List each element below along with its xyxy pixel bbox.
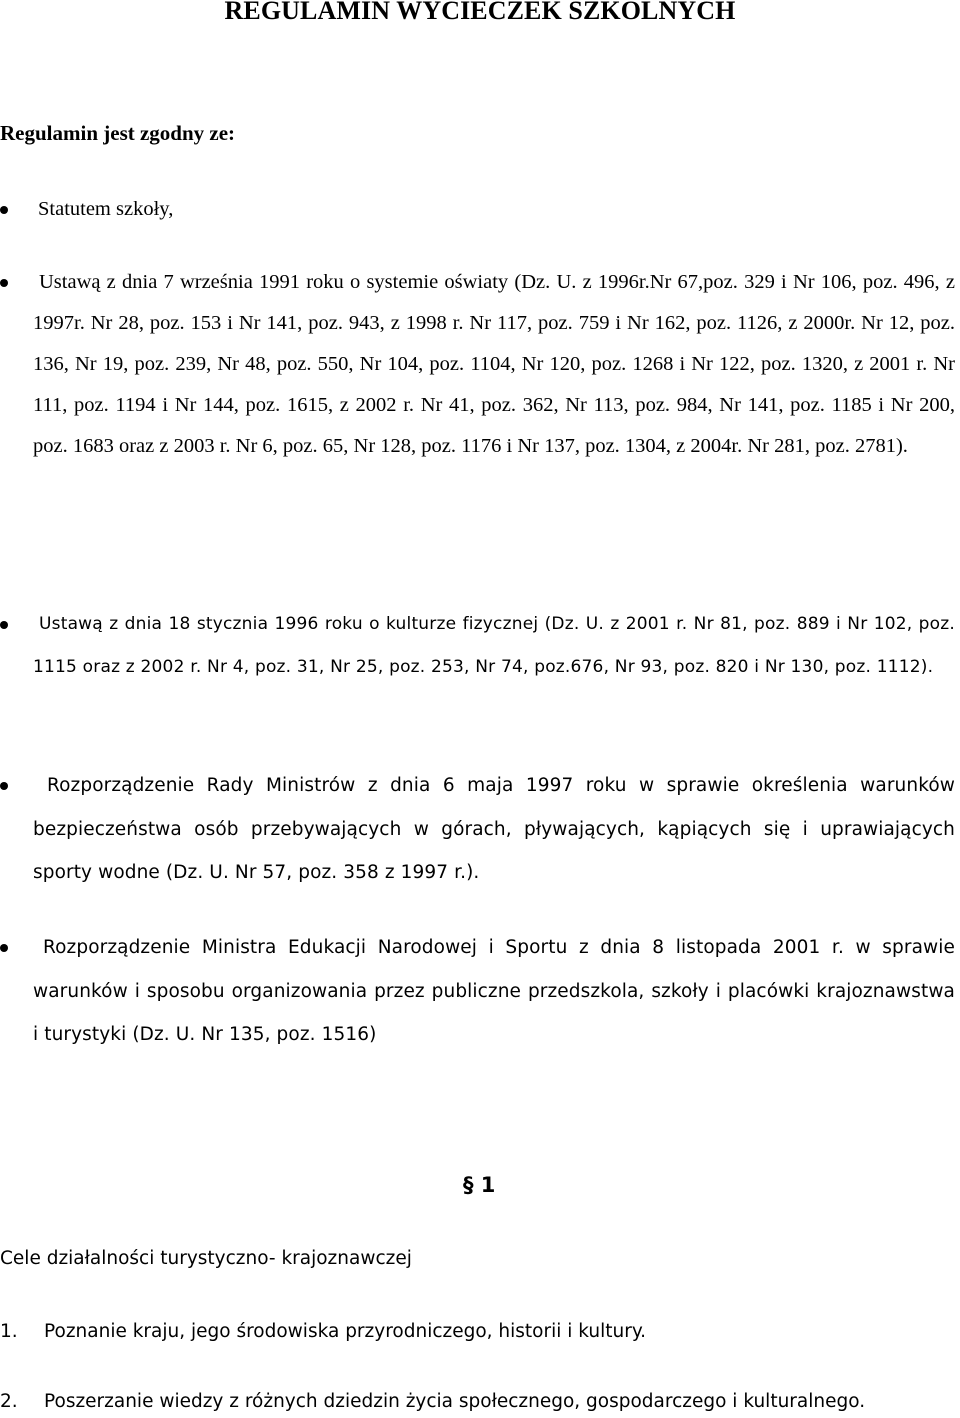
item-text: Poszerzanie wiedzy z różnych dziedzin życia społecznego, gospodarczego i kulturalnego. xyxy=(44,1391,866,1412)
bullet-text: Statutem szkoły, xyxy=(38,198,174,220)
bullet-icon xyxy=(0,206,8,214)
section-heading: Cele działalności turystyczno- krajoznawczej xyxy=(0,1248,412,1269)
bullet-text: Ustawą z dnia 18 stycznia 1996 roku o kulturze fizycznej (Dz. U. z 2001 r. Nr 81, poz. 889 i Nr 102, poz. 1115 oraz z 2002 r. Nr 4, poz. 31, Nr 25, poz. 253, Nr 74, poz.676, Nr 93, poz. 820 i Nr 130, poz. 1112). xyxy=(33,614,955,677)
bullet-text: Ustawą z dnia 7 września 1991 roku o systemie oświaty (Dz. U. z 1996r.Nr 67,poz. 329 i Nr 106, poz. 496, z 1997r. Nr 28, poz. 153 i Nr 141, poz. 943, z 1998 r. Nr 117, poz. 759 i Nr 162, poz. 1126, z 2000r. Nr 12, poz. 136, Nr 19, poz. 239, Nr 48, poz. 550, Nr 104, poz. 1104, Nr 120, poz. 1268 i Nr 122, poz. 1320, z 2001 r. Nr 111, poz. 1194 i Nr 144, poz. 1615, z 2002 r. Nr 41, poz. 362, Nr 113, poz. 984, Nr 141, poz. 1185 i Nr 200, poz. 1683 oraz z 2003 r. Nr 6, poz. 65, Nr 128, poz. 1176 i Nr 137, poz. 1304, z 2004r. Nr 281, poz. 2781). xyxy=(33,271,955,457)
item-text: Poznanie kraju, jego środowiska przyrodniczego, historii i kultury. xyxy=(44,1321,647,1342)
bullet-icon xyxy=(0,944,8,952)
bullet-icon xyxy=(0,621,8,629)
document-title: REGULAMIN WYCIECZEK SZKOLNYCH xyxy=(224,0,736,25)
item-number: 2. xyxy=(0,1391,18,1412)
bullet-text: Rozporządzenie Rady Ministrów z dnia 6 maja 1997 roku w sprawie określenia warunków bezpieczeństwa osób przebywających w górach, pływających, kąpiących się i uprawiających sporty wodne (Dz. U. Nr 57, poz. 358 z 1997 r.). xyxy=(33,775,955,883)
bullet-icon xyxy=(0,279,8,287)
section-mark: § 1 xyxy=(463,1173,496,1197)
item-number: 1. xyxy=(0,1321,18,1342)
bullet-icon xyxy=(0,782,8,790)
intro-text: Regulamin jest zgodny ze: xyxy=(0,121,236,145)
bullet-text: Rozporządzenie Ministra Edukacji Narodowej i Sportu z dnia 8 listopada 2001 r. w sprawie warunków i sposobu organizowania przez publiczne przedszkola, szkoły i placówki krajoznawstwa i turystyki (Dz. U. Nr 135, poz. 1516) xyxy=(33,937,955,1045)
